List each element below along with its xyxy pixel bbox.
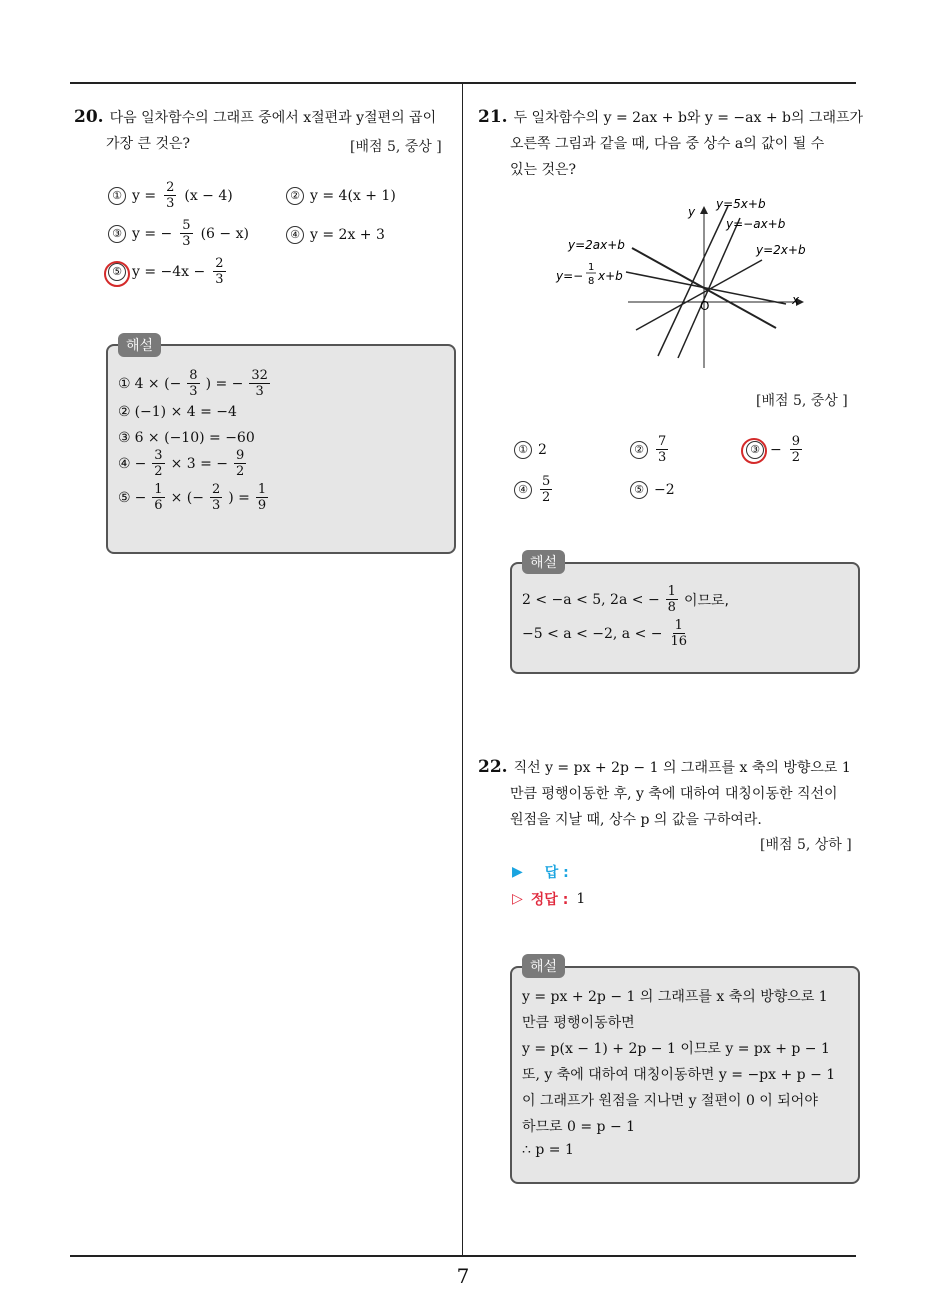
- q22-explain-tag: 해설: [522, 954, 565, 978]
- q20-line2: 가장 큰 것은?: [106, 136, 191, 152]
- choice-text: (6 − x): [200, 225, 249, 242]
- choice-mark: ②: [630, 441, 648, 459]
- q21-choice-5[interactable]: [630, 481, 675, 499]
- choice-mark: ③: [108, 225, 126, 243]
- choice-text: y = 4(x + 1): [310, 188, 396, 204]
- q20-explain-tag: 해설: [118, 333, 161, 357]
- answer-label: 답 :: [544, 865, 569, 881]
- q22-explain-line-1: y = px + 2p − 1 의 그래프를 x 축의 방향으로 1: [522, 989, 828, 1005]
- q21-number: 21.: [478, 107, 508, 127]
- q21-explain-line-2: −5 < a < −2, a < − $\frac{1}{16}$: [522, 618, 688, 649]
- q22-meta: [배점 5, 상하 ]: [760, 837, 852, 853]
- q22-explain-line-3: y = p(x − 1) + 2p − 1 이므로 y = px + p − 1: [522, 1041, 830, 1057]
- label-neg-eighth-post: x+b: [598, 269, 623, 283]
- q21-explain-line-1: 2 < −a < 5, 2a < − $\frac{1}{8}$ 이므로,: [522, 584, 729, 615]
- q20-choice-3[interactable]: [108, 218, 249, 249]
- q22-explain-line-6: 하므로 0 = p − 1: [522, 1119, 636, 1135]
- q21-line2: 오른쪽 그림과 같을 때, 다음 중 상수 a의 값이 될 수: [510, 136, 825, 152]
- q22-line2: 만큼 평행이동한 후, y 축에 대하여 대칭이동한 직선이: [510, 786, 838, 802]
- label-neg-eighth-prefix: y=−: [556, 269, 584, 283]
- choice-text: y = 2x + 3: [310, 227, 385, 243]
- choice-mark: ⑤: [108, 263, 126, 281]
- q22-number: 22.: [478, 757, 508, 777]
- mark: ⑤: [118, 489, 131, 506]
- origin-label: O: [700, 299, 710, 313]
- q20-explain-line-5: ⑤ − $\frac{1}{6}$ × (− $\frac{2}{3}$ ) = $\frac{1}{9}$: [118, 482, 267, 513]
- q21-graph: [552, 192, 848, 372]
- fraction: $\frac{5}{2}$: [542, 474, 551, 505]
- q21-line3: 있는 것은?: [510, 162, 577, 178]
- answer-play-icon: ▶: [512, 864, 523, 880]
- q20-line1: 다음 일차함수의 그래프 중에서 x절편과 y절편의 곱이: [109, 110, 437, 126]
- q20-choice-2[interactable]: [286, 187, 396, 205]
- q21-choice-2[interactable]: [630, 434, 670, 465]
- q20-choice-1[interactable]: [108, 180, 233, 211]
- fraction: $\frac{2}{3}$: [166, 180, 175, 211]
- choice-mark: ③: [746, 441, 764, 459]
- q21-line1: 두 일차함수의 y = 2ax + b와 y = −ax + b의 그래프가: [513, 110, 864, 126]
- q20-explain-line-3: ③ 6 × (−10) = −60: [118, 430, 255, 446]
- q20-choice-4[interactable]: [286, 226, 385, 244]
- y-axis-label: y: [688, 205, 696, 219]
- y-axis-arrow: [700, 206, 708, 214]
- label-5x-b: y=5x+b: [716, 197, 766, 211]
- choice-mark: ④: [286, 226, 304, 244]
- q22-explain-line-2: 만큼 평행이동하면: [522, 1015, 635, 1031]
- label-frac-n: 1: [588, 262, 595, 273]
- q21-explain-tag: 해설: [522, 550, 565, 574]
- label-2x-b: y=2x+b: [756, 243, 806, 257]
- page-number: 7: [456, 1264, 470, 1288]
- x-axis-label: x: [792, 293, 800, 307]
- q22-explain-line-5: 이 그래프가 원점을 지나면 y 절편이 0 이 되어야: [522, 1093, 818, 1109]
- bottom-rule: [70, 1255, 856, 1257]
- fraction: $\frac{7}{3}$: [658, 434, 667, 465]
- q22-stem: [478, 754, 868, 833]
- selected-answer-circle: [104, 261, 130, 287]
- choice-text: y = −4x −: [132, 263, 206, 280]
- q21-stem: [478, 104, 868, 183]
- selected-answer-circle: [741, 438, 767, 464]
- label-2ax-b: y=2ax+b: [568, 238, 625, 252]
- q22-correct-row: [512, 889, 585, 909]
- q20-explain-line-1: ① 4 × (− $\frac{8}{3}$ ) = − $\frac{32}{3}$: [118, 368, 268, 399]
- top-rule: [70, 82, 856, 84]
- choice-mark: ②: [286, 187, 304, 205]
- choice-text: 2: [538, 442, 547, 458]
- correct-label: 정답 :: [530, 892, 569, 908]
- q21-meta: [배점 5, 중상 ]: [756, 393, 848, 409]
- mark: ④: [118, 455, 131, 472]
- label-neg-ax-b: y=−ax+b: [726, 217, 786, 231]
- mark: ③: [118, 430, 131, 446]
- choice-text: (x − 4): [184, 187, 233, 204]
- q20-explain-line-4: ④ − $\frac{3}{2}$ × 3 = − $\frac{9}{2}$: [118, 448, 245, 479]
- q22-line1: 직선 y = px + 2p − 1 의 그래프를 x 축의 방향으로 1: [513, 760, 851, 776]
- fraction: $\frac{5}{3}$: [182, 218, 191, 249]
- correct-value: 1: [576, 891, 586, 907]
- q21-choice-3[interactable]: ③ − $\frac{9}{2}$: [746, 434, 804, 465]
- fraction: $\frac{9}{2}$: [791, 434, 801, 465]
- q22-explain-line-7: ∴ p = 1: [522, 1142, 574, 1158]
- q22-line3: 원점을 지날 때, 상수 p 의 값을 구하여라.: [510, 812, 762, 828]
- q22-explain-line-4: 또, y 축에 대하여 대칭이동하면 y = −px + p − 1: [522, 1067, 836, 1083]
- q20-number: 20.: [74, 107, 104, 127]
- choice-mark: ①: [108, 187, 126, 205]
- choice-text: −2: [654, 482, 675, 498]
- q21-choice-4[interactable]: [514, 474, 554, 505]
- correct-play-outline-icon: ▷: [512, 891, 523, 907]
- choice-text: y = −: [132, 225, 173, 242]
- choice-mark: ⑤: [630, 481, 648, 499]
- mark: ①: [118, 375, 131, 392]
- choice-mark: ④: [514, 481, 532, 499]
- choice-text: y =: [132, 187, 157, 204]
- q21-choice-1[interactable]: [514, 441, 547, 459]
- q20-meta: [배점 5, 중상 ]: [350, 139, 442, 155]
- choice-mark: ①: [514, 441, 532, 459]
- fraction: $\frac{2}{3}$: [215, 256, 224, 287]
- q20-explain-line-2: ② (−1) × 4 = −4: [118, 404, 237, 420]
- column-divider: [462, 83, 463, 1256]
- label-frac-d: 8: [588, 276, 595, 287]
- q22-answer-row[interactable]: [512, 862, 569, 882]
- mark: ②: [118, 404, 131, 420]
